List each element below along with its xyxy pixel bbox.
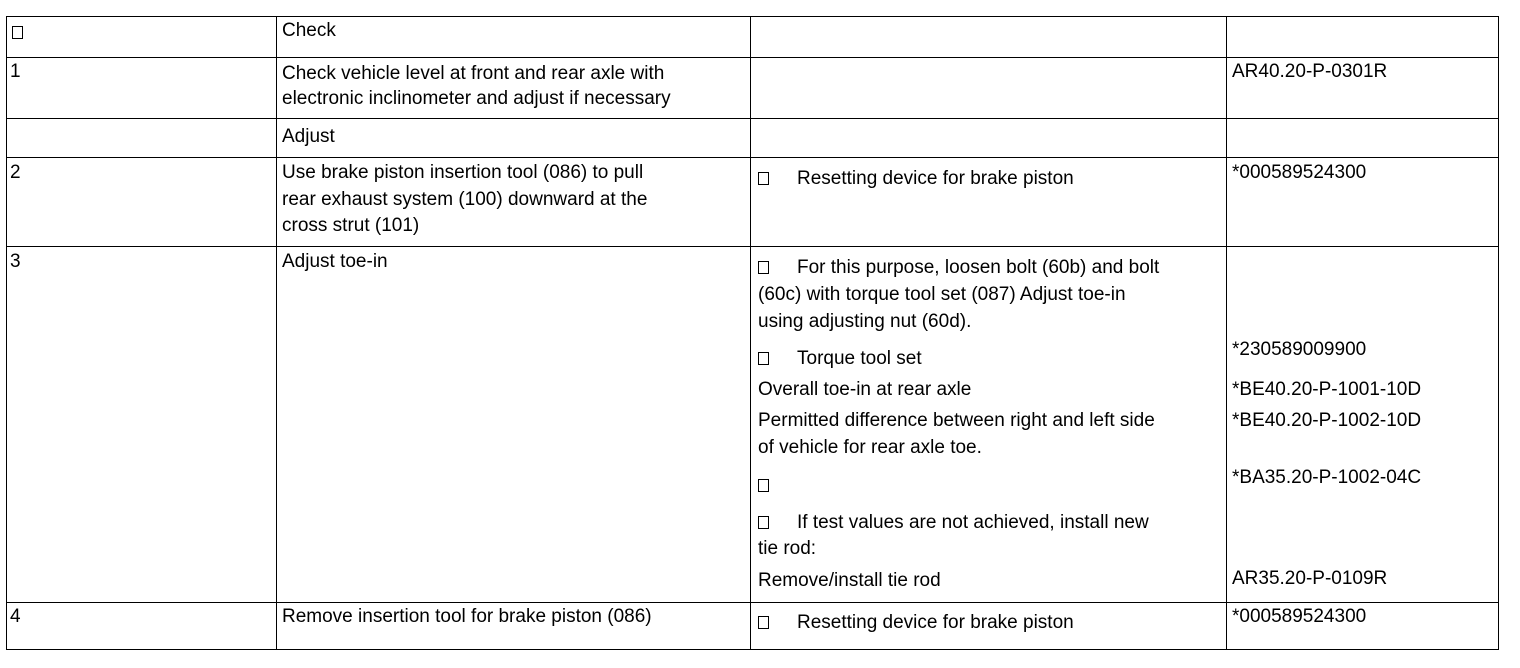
- note-line: If test values are not achieved, install new: [758, 510, 1149, 536]
- row-border: [6, 649, 1499, 650]
- step-text-line: rear exhaust system (100) downward at the: [282, 189, 648, 210]
- note-line: For this purpose, loosen bolt (60b) and bolt: [758, 255, 1159, 281]
- section-heading-adjust: Adjust: [282, 126, 335, 147]
- reference-link[interactable]: AR35.20-P-0109R: [1232, 568, 1388, 589]
- step-text-line: cross strut (101): [282, 215, 420, 236]
- note-line: (60c) with torque tool set (087) Adjust toe-in: [758, 284, 1126, 305]
- step-text-line: Use brake piston insertion tool (086) to pull: [282, 162, 644, 183]
- step-number: 2: [10, 162, 21, 183]
- col-border: [1226, 16, 1227, 650]
- spec-reference[interactable]: *BE40.20-P-1001-10D: [1232, 379, 1422, 400]
- checkbox-icon: [758, 479, 769, 492]
- checkbox-icon: [758, 616, 769, 629]
- row-border: [6, 118, 1499, 119]
- section-heading-check: Check: [282, 20, 336, 41]
- reference-link[interactable]: AR40.20-P-0301R: [1232, 61, 1388, 82]
- tool-number[interactable]: *000589524300: [1232, 606, 1367, 627]
- step-text: Remove insertion tool for brake piston (086): [282, 606, 652, 627]
- row-border: [6, 246, 1499, 247]
- note-line: [758, 473, 769, 499]
- tool-note: Resetting device for brake piston: [758, 610, 1074, 636]
- procedure-table: [6, 16, 1499, 650]
- note-line: Remove/install tie rod: [758, 570, 941, 591]
- spec-reference[interactable]: *BA35.20-P-1002-04C: [1232, 467, 1422, 488]
- spec-label: of vehicle for rear axle toe.: [758, 437, 982, 458]
- step-checkbox-icon: [12, 20, 23, 46]
- tool-number[interactable]: *230589009900: [1232, 339, 1367, 360]
- step-number: 3: [10, 251, 21, 272]
- spec-reference[interactable]: *BE40.20-P-1002-10D: [1232, 410, 1422, 431]
- step-text-line: electronic inclinometer and adjust if necessary: [282, 88, 671, 109]
- row-border: [6, 57, 1499, 58]
- col-border: [276, 16, 277, 650]
- tool-note: Torque tool set: [758, 346, 922, 372]
- step-number: 1: [10, 61, 21, 82]
- checkbox-icon: [758, 352, 769, 365]
- col-border: [6, 16, 7, 650]
- col-border: [1498, 16, 1499, 650]
- step-text: Adjust toe-in: [282, 251, 388, 272]
- checkbox-icon: [758, 516, 769, 529]
- row-border: [6, 16, 1499, 17]
- spec-label: Overall toe-in at rear axle: [758, 379, 972, 400]
- tool-number[interactable]: *000589524300: [1232, 162, 1367, 183]
- row-border: [6, 157, 1499, 158]
- step-number: 4: [10, 606, 21, 627]
- checkbox-icon: [758, 172, 769, 185]
- col-border: [750, 16, 751, 650]
- row-border: [6, 602, 1499, 603]
- tool-note: Resetting device for brake piston: [758, 166, 1074, 192]
- step-text-line: Check vehicle level at front and rear axle with: [282, 63, 665, 84]
- spec-label: Permitted difference between right and left side: [758, 410, 1155, 431]
- note-line: tie rod:: [758, 538, 817, 559]
- checkbox-icon: [758, 261, 769, 274]
- note-line: using adjusting nut (60d).: [758, 311, 972, 332]
